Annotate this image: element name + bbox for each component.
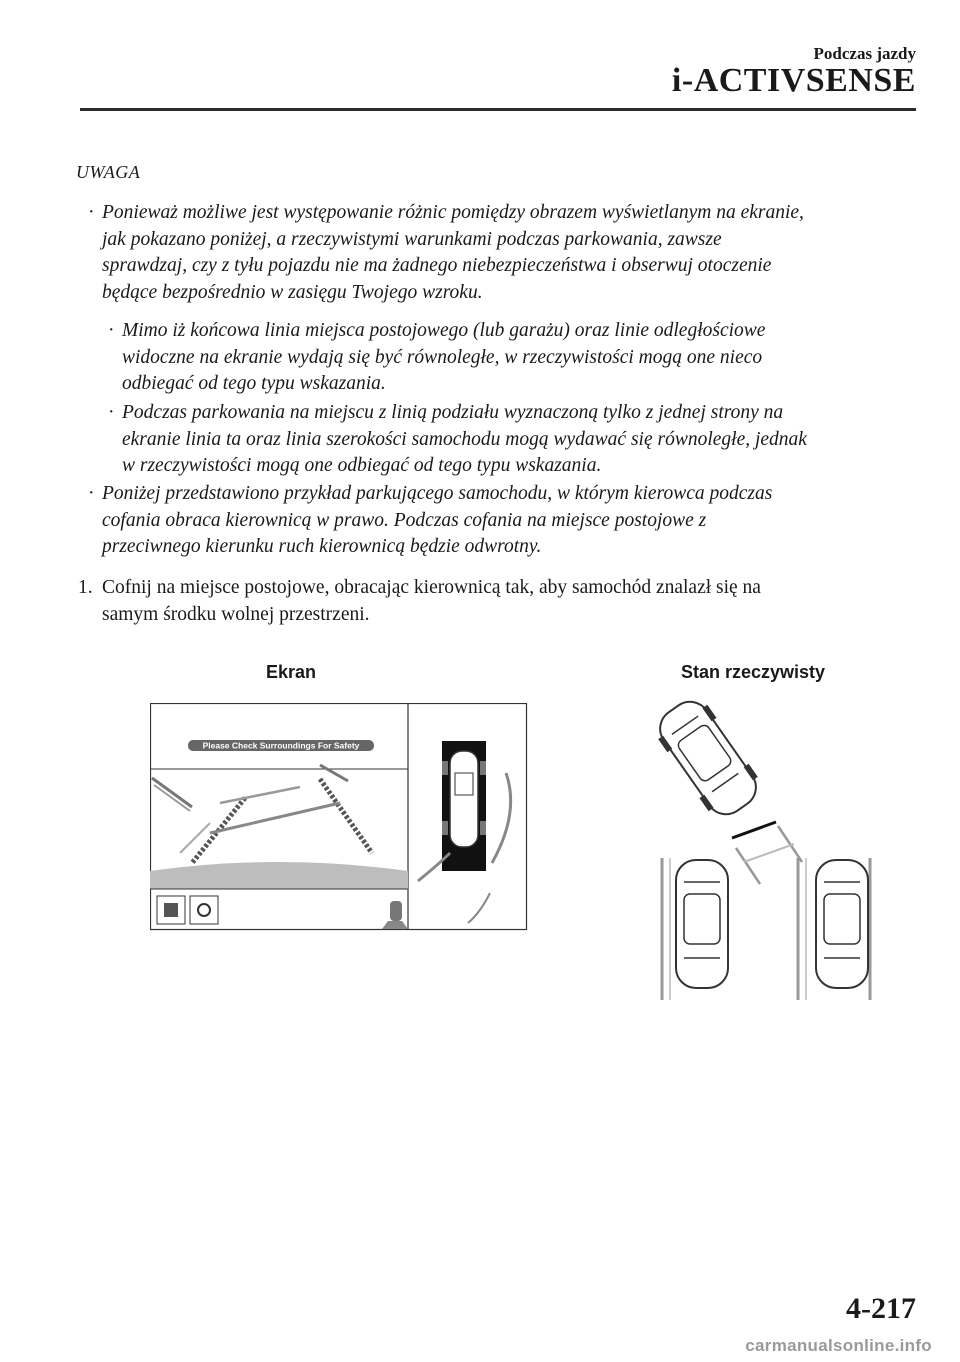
- car-top-icon: [450, 751, 478, 847]
- text-line: Poniżej przedstawiono przykład parkującego samochodu, w którym kierowca podczas: [102, 483, 773, 504]
- chapter-title: i-ACTIVSENSE: [671, 62, 916, 99]
- text-line: samym środku wolnej przestrzeni.: [102, 603, 370, 625]
- parked-car-left: [676, 860, 728, 988]
- bullet-dot: ·: [108, 402, 115, 423]
- note-bullet-1: [88, 200, 922, 306]
- text-line: Podczas parkowania na miejscu z linią podziału wyznaczoną tylko z jednej strony na: [122, 402, 784, 423]
- step-number: 1.: [78, 577, 93, 598]
- note-sub-bullet-1: [108, 318, 922, 398]
- note-bullet-2: [88, 481, 922, 561]
- bullet-dot: ·: [88, 202, 95, 223]
- text-line: przeciwnego kierunku ruch kierownicą będzie odwrotny.: [102, 536, 542, 557]
- note-heading: UWAGA: [76, 162, 141, 182]
- reversing-car: [649, 692, 767, 825]
- text-line: w rzeczywistości mogą one odbiegać od tego typu wskazania.: [122, 455, 602, 476]
- text-line: Mimo iż końcowa linia miejsca postojowego (lub garażu) oraz linie odległościowe: [122, 320, 766, 341]
- bullet-dot: ·: [88, 483, 95, 504]
- text-line: Ponieważ możliwe jest występowanie różnic pomiędzy obrazem wyświetlanym na ekranie,: [102, 202, 804, 223]
- text-line: cofania obraca kierownicą w prawo. Podczas cofania na miejsce postojowe z: [102, 509, 707, 531]
- step-1: [78, 575, 898, 628]
- gear-icon: [190, 896, 218, 924]
- safety-banner-text: Please Check Surroundings For Safety: [202, 740, 360, 751]
- car-mini-icon: [390, 901, 402, 921]
- text-line: sprawdzaj, czy z tyłu pojazdu nie ma żadnego niebezpieczeństwa i obserwuj otoczenie: [102, 255, 772, 276]
- text-line: jak pokazano poniżej, a rzeczywistymi warunkami podczas parkowania, zawsze: [102, 228, 722, 250]
- text-line: Cofnij na miejsce postojowe, obracając kierownicą tak, aby samochód znalazł się na: [102, 577, 761, 598]
- page-number: 4-217: [846, 1292, 916, 1325]
- watermark: carmanualsonline.info: [745, 1336, 932, 1355]
- text-line: odbiegać od tego typu wskazania.: [122, 373, 386, 394]
- text-line: ekranie linia ta oraz linia szerokości samochodu mogą wydawać się równoległe, jednak: [122, 428, 807, 450]
- camera-screen-illustration: [150, 703, 528, 931]
- actual-label: Stan rzeczywisty: [681, 662, 826, 682]
- section-title: Podczas jazdy: [813, 44, 916, 63]
- text-line: widoczne na ekranie wydają się być równoległe, w rzeczywistości mogą one nieco: [122, 346, 763, 368]
- screen-label: Ekran: [266, 662, 317, 682]
- text-line: będące bezpośrednio w zasięgu Twojego wzroku.: [102, 281, 483, 303]
- actual-situation-illustration: [648, 688, 888, 1008]
- parked-car-right: [816, 860, 868, 988]
- header-divider: [80, 108, 916, 111]
- bullet-dot: ·: [108, 320, 115, 341]
- note-sub-bullet-2: [108, 400, 922, 480]
